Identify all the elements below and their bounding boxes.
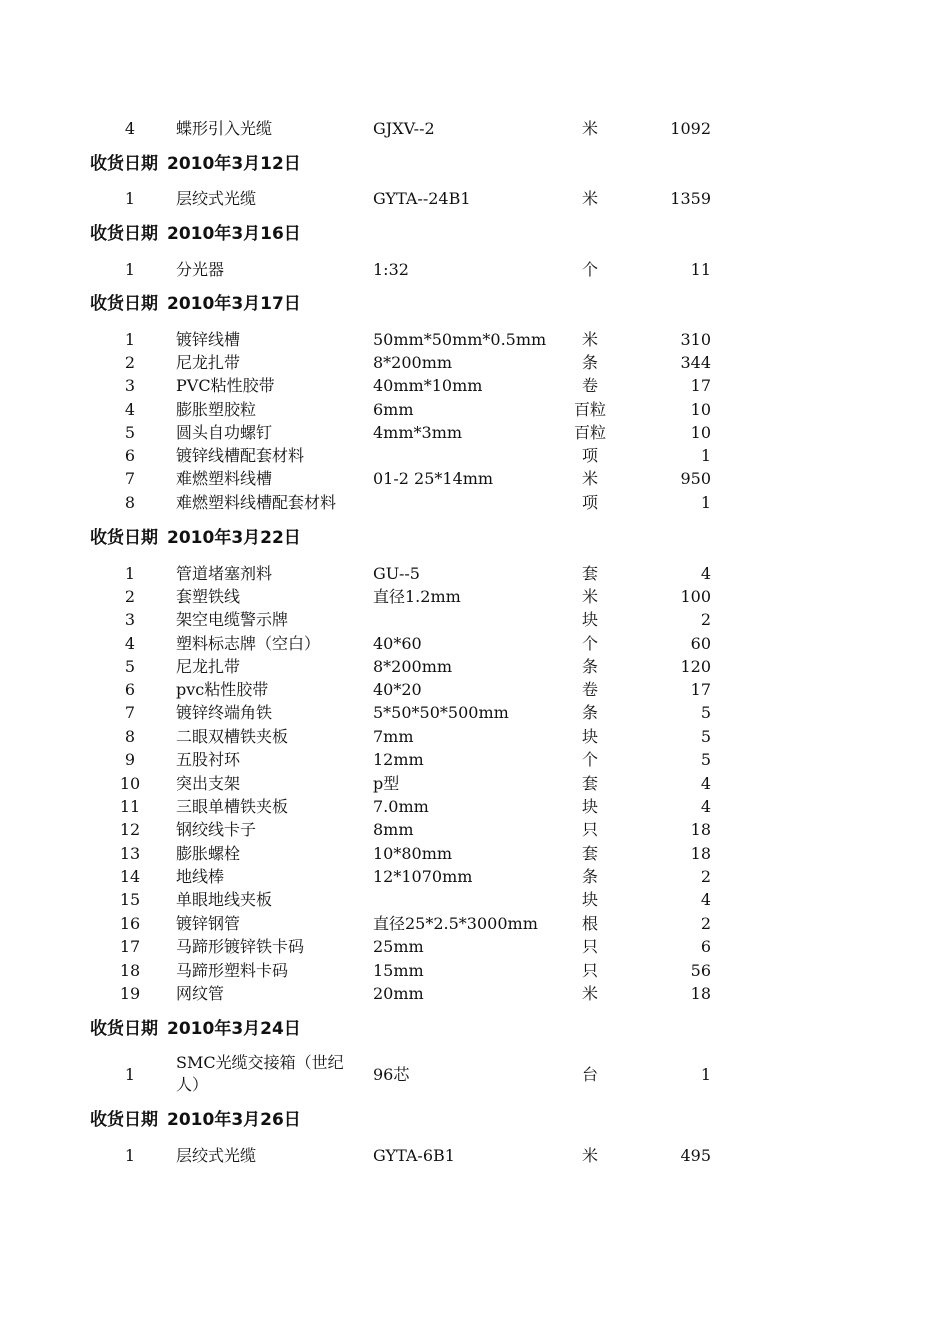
cell-spec: GU--5 <box>373 564 420 583</box>
date-value: 2010年3月17日 <box>167 294 301 314</box>
cell-spec: 8mm <box>373 820 414 839</box>
date-value: 2010年3月22日 <box>167 528 301 548</box>
date-label: 收货日期 <box>90 224 158 244</box>
cell-no: 11 <box>119 797 141 816</box>
cell-unit: 米 <box>581 984 598 1003</box>
date-label: 收货日期 <box>90 294 158 314</box>
cell-unit: 只 <box>581 937 598 956</box>
cell-qty: 17 <box>690 680 711 699</box>
cell-name: 二眼双槽铁夹板 <box>176 727 289 746</box>
cell-unit: 项 <box>581 446 598 465</box>
cell-qty: 56 <box>690 961 711 980</box>
cell-spec: 8*200mm <box>373 657 453 676</box>
cell-no: 4 <box>124 634 136 653</box>
cell-spec: 12*1070mm <box>373 867 473 886</box>
cell-no: 1 <box>124 189 136 208</box>
cell-qty: 6 <box>700 937 711 956</box>
cell-unit: 只 <box>581 961 598 980</box>
cell-no: 4 <box>124 119 136 138</box>
cell-name: 膨胀塑胶粒 <box>176 400 257 419</box>
receipt-date-header <box>90 1109 301 1131</box>
cell-no: 1 <box>124 564 136 583</box>
cell-no: 2 <box>124 587 136 606</box>
cell-name: PVC粘性胶带 <box>176 376 275 395</box>
cell-qty: 18 <box>690 844 711 863</box>
date-value: 2010年3月16日 <box>167 224 301 244</box>
cell-name: 突出支架 <box>176 774 241 793</box>
cell-name: 塑料标志牌（空白） <box>176 634 321 653</box>
cell-name: 尼龙扎带 <box>176 353 241 372</box>
cell-no: 17 <box>119 937 141 956</box>
cell-no: 15 <box>119 890 141 909</box>
cell-name: 层绞式光缆 <box>176 189 257 208</box>
cell-spec: 40mm*10mm <box>373 376 483 395</box>
cell-no: 1 <box>124 1146 136 1165</box>
receipt-date-header <box>90 1018 301 1040</box>
cell-name: 镀锌终端角铁 <box>176 703 273 722</box>
cell-spec: 96芯 <box>373 1065 410 1084</box>
receipt-date-header <box>90 293 301 315</box>
cell-qty: 4 <box>700 774 711 793</box>
cell-no: 4 <box>124 400 136 419</box>
cell-unit: 米 <box>581 1146 598 1165</box>
cell-spec: GJXV--2 <box>373 119 435 138</box>
cell-spec: 7mm <box>373 727 414 746</box>
cell-spec: 6mm <box>373 400 414 419</box>
cell-unit: 块 <box>581 797 598 816</box>
cell-unit: 块 <box>581 890 598 909</box>
cell-qty: 310 <box>680 330 711 349</box>
cell-qty: 1092 <box>670 119 711 138</box>
cell-unit: 条 <box>581 657 598 676</box>
cell-spec: GYTA--24B1 <box>373 189 471 208</box>
cell-name: 管道堵塞剂料 <box>176 564 273 583</box>
date-value: 2010年3月26日 <box>167 1110 301 1130</box>
cell-name: 五股衬环 <box>176 750 241 769</box>
cell-unit: 块 <box>581 610 598 629</box>
cell-name: 镀锌钢管 <box>176 914 241 933</box>
receipt-date-header <box>90 527 301 549</box>
cell-no: 9 <box>124 750 136 769</box>
cell-qty: 5 <box>700 727 711 746</box>
cell-no: 1 <box>124 1065 136 1084</box>
cell-unit: 百粒 <box>573 400 606 419</box>
cell-unit: 个 <box>581 260 598 279</box>
cell-qty: 11 <box>690 260 711 279</box>
cell-unit: 块 <box>581 727 598 746</box>
cell-spec: 7.0mm <box>373 797 429 816</box>
cell-name: 镀锌线槽 <box>176 330 241 349</box>
cell-qty: 495 <box>680 1146 711 1165</box>
cell-name: 尼龙扎带 <box>176 657 241 676</box>
cell-no: 19 <box>119 984 141 1003</box>
cell-qty: 10 <box>690 423 711 442</box>
cell-qty: 120 <box>680 657 711 676</box>
cell-no: 7 <box>124 703 136 722</box>
cell-name: 钢绞线卡子 <box>176 820 257 839</box>
cell-name: 网纹管 <box>176 984 225 1003</box>
cell-name: 马蹄形镀锌铁卡码 <box>176 937 305 956</box>
cell-no: 1 <box>124 260 136 279</box>
cell-spec: 15mm <box>373 961 424 980</box>
cell-no: 12 <box>119 820 141 839</box>
cell-qty: 60 <box>690 634 711 653</box>
cell-name: 难燃塑料线槽 <box>176 469 273 488</box>
cell-qty: 344 <box>680 353 711 372</box>
cell-qty: 4 <box>700 564 711 583</box>
cell-name: 蝶形引入光缆 <box>176 119 273 138</box>
cell-name: 单眼地线夹板 <box>176 890 273 909</box>
cell-unit: 百粒 <box>573 423 606 442</box>
cell-name: 圆头自功螺钉 <box>176 423 273 442</box>
receipt-date-header <box>90 223 301 245</box>
cell-qty: 1 <box>700 1065 711 1084</box>
cell-qty: 2 <box>700 914 711 933</box>
date-label: 收货日期 <box>90 1110 158 1130</box>
cell-no: 3 <box>124 376 136 395</box>
cell-no: 6 <box>124 680 136 699</box>
cell-unit: 米 <box>581 330 598 349</box>
cell-name: 镀锌线槽配套材料 <box>176 446 305 465</box>
cell-spec: 5*50*50*500mm <box>373 703 509 722</box>
cell-spec: 25mm <box>373 937 424 956</box>
cell-name: SMC光缆交接箱（世纪人） <box>176 1053 344 1094</box>
cell-no: 7 <box>124 469 136 488</box>
cell-unit: 条 <box>581 703 598 722</box>
cell-unit: 卷 <box>581 680 598 699</box>
cell-qty: 18 <box>690 820 711 839</box>
cell-no: 13 <box>119 844 141 863</box>
cell-no: 5 <box>124 423 136 442</box>
cell-spec: GYTA-6B1 <box>373 1146 455 1165</box>
table-row <box>0 1052 950 1098</box>
cell-qty: 2 <box>700 867 711 886</box>
cell-no: 10 <box>119 774 141 793</box>
cell-qty: 17 <box>690 376 711 395</box>
cell-unit: 套 <box>581 844 598 863</box>
cell-spec: 12mm <box>373 750 424 769</box>
cell-spec: 4mm*3mm <box>373 423 463 442</box>
cell-name: 套塑铁线 <box>176 587 241 606</box>
cell-name: 马蹄形塑料卡码 <box>176 961 289 980</box>
cell-spec: 40*60 <box>373 634 422 653</box>
cell-name: 三眼单槽铁夹板 <box>176 797 289 816</box>
cell-unit: 台 <box>581 1065 598 1084</box>
cell-unit: 米 <box>581 119 598 138</box>
cell-qty: 1 <box>700 446 711 465</box>
cell-spec: 1:32 <box>373 260 409 279</box>
cell-qty: 4 <box>700 797 711 816</box>
cell-no: 8 <box>124 493 136 512</box>
cell-name: 难燃塑料线槽配套材料 <box>176 493 337 512</box>
cell-unit: 条 <box>581 353 598 372</box>
cell-no: 5 <box>124 657 136 676</box>
cell-spec: 20mm <box>373 984 424 1003</box>
cell-qty: 10 <box>690 400 711 419</box>
cell-qty: 1359 <box>670 189 711 208</box>
cell-no: 16 <box>119 914 141 933</box>
date-label: 收货日期 <box>90 154 158 174</box>
cell-qty: 100 <box>680 587 711 606</box>
cell-unit: 项 <box>581 493 598 512</box>
cell-qty: 1 <box>700 493 711 512</box>
cell-unit: 条 <box>581 867 598 886</box>
cell-spec: 01-2 25*14mm <box>373 469 494 488</box>
cell-unit: 米 <box>581 189 598 208</box>
cell-no: 18 <box>119 961 141 980</box>
date-value: 2010年3月24日 <box>167 1019 301 1039</box>
cell-unit: 个 <box>581 634 598 653</box>
cell-name: 层绞式光缆 <box>176 1146 257 1165</box>
cell-spec: 直径25*2.5*3000mm <box>373 914 538 933</box>
cell-spec: 50mm*50mm*0.5mm <box>373 330 547 349</box>
cell-unit: 个 <box>581 750 598 769</box>
cell-unit: 套 <box>581 564 598 583</box>
cell-qty: 18 <box>690 984 711 1003</box>
cell-no: 14 <box>119 867 141 886</box>
cell-unit: 只 <box>581 820 598 839</box>
cell-spec: 40*20 <box>373 680 422 699</box>
cell-qty: 4 <box>700 890 711 909</box>
cell-unit: 根 <box>581 914 598 933</box>
cell-unit: 卷 <box>581 376 598 395</box>
cell-qty: 2 <box>700 610 711 629</box>
cell-spec: 直径1.2mm <box>373 587 461 606</box>
cell-name: pvc粘性胶带 <box>176 680 269 699</box>
cell-qty: 5 <box>700 703 711 722</box>
cell-name: 架空电缆警示牌 <box>176 610 289 629</box>
cell-unit: 套 <box>581 774 598 793</box>
cell-no: 6 <box>124 446 136 465</box>
date-label: 收货日期 <box>90 1019 158 1039</box>
cell-qty: 950 <box>680 469 711 488</box>
cell-spec: 8*200mm <box>373 353 453 372</box>
date-value: 2010年3月12日 <box>167 154 301 174</box>
cell-name: 膨胀螺栓 <box>176 844 241 863</box>
receipt-date-header <box>90 153 301 175</box>
cell-no: 2 <box>124 353 136 372</box>
cell-no: 3 <box>124 610 136 629</box>
cell-spec: 10*80mm <box>373 844 453 863</box>
cell-unit: 米 <box>581 469 598 488</box>
cell-no: 1 <box>124 330 136 349</box>
date-label: 收货日期 <box>90 528 158 548</box>
cell-no: 8 <box>124 727 136 746</box>
cell-spec: p型 <box>373 774 400 793</box>
cell-name: 分光器 <box>176 260 225 279</box>
cell-qty: 5 <box>700 750 711 769</box>
cell-unit: 米 <box>581 587 598 606</box>
cell-name: 地线棒 <box>176 867 225 886</box>
